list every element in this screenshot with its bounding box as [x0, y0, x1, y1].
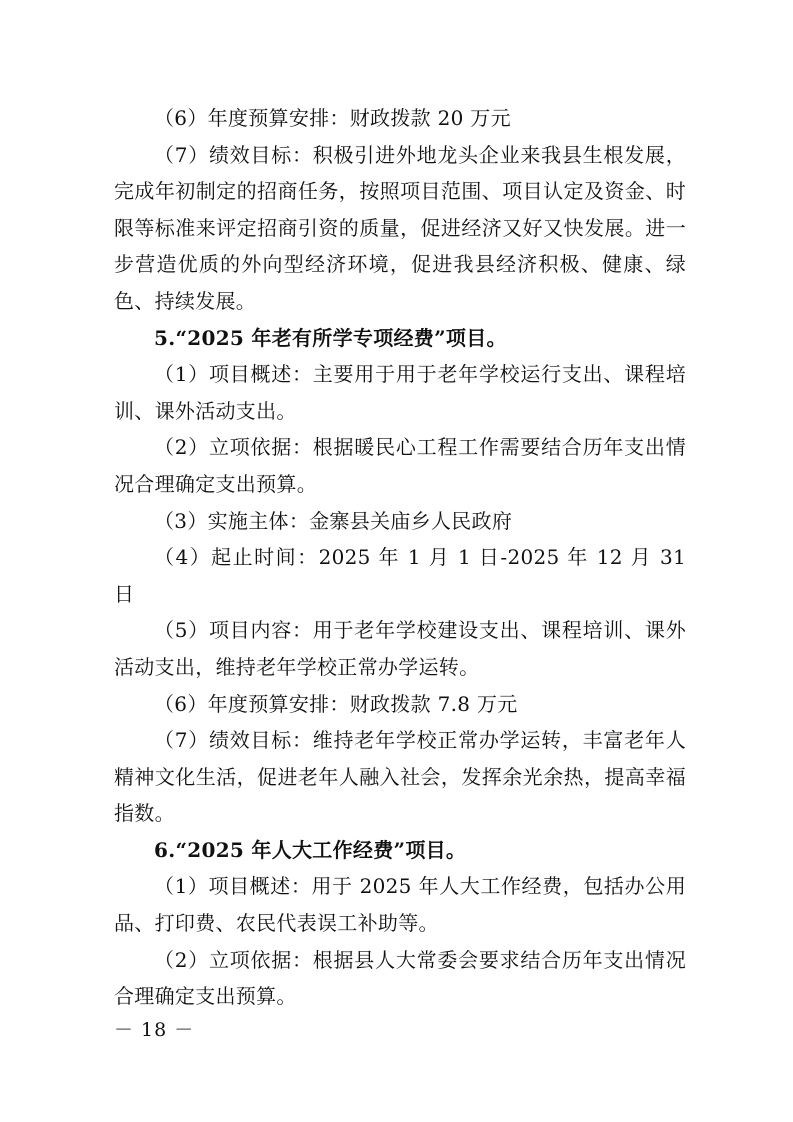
section-heading-6: 6.“2025 年人大工作经费”项目。 [154, 837, 467, 862]
paragraph-content-5: （5）项目内容：用于老年学校建设支出、课程培训、课外活动支出，维持老年学校正常办学运转。 [114, 618, 686, 679]
paragraph-performance-goal-4: （7）绩效目标：积极引进外地龙头企业来我县生根发展，完成年初制定的招商任务，按照项目范围、项目认定及资金、时限等标准来评定招商引资的质量，促进经济又好又快发展。进一步营造优质的外向型经济环境，促进我县经济积极、健康、绿色、持续发展。 [114, 142, 686, 313]
document-body [114, 100, 686, 1015]
section-heading-5: 5.“2025 年老有所学专项经费”项目。 [154, 325, 507, 350]
paragraph-budget-arrangement-4: （6）年度预算安排：财政拨款 20 万元 [154, 106, 511, 130]
paragraph-performance-goal-5: （7）绩效目标：维持老年学校正常办学运转，丰富老年人精神文化生活，促进老年人融入社会，发挥余光余热，提高幸福指数。 [114, 728, 686, 826]
paragraph-implementer-5: （3）实施主体：金寨县关庙乡人民政府 [154, 508, 513, 533]
paragraph-period-5: （4）起止时间：2025 年 1 月 1 日-2025 年 12 月 31 日 [114, 545, 686, 606]
paragraph-basis-6: （2）立项依据：根据县人大常委会要求结合历年支出情况合理确定支出预算。 [114, 947, 686, 1009]
paragraph-budget-arrangement-5: （6）年度预算安排：财政拨款 7.8 万元 [154, 691, 518, 716]
paragraph-overview-6: （1）项目概述：用于 2025 年人大工作经费，包括办公用品、打印费、农民代表误工补助等。 [114, 874, 686, 936]
paragraph-basis-5: （2）立项依据：根据暖民心工程工作需要结合历年支出情况合理确定支出预算。 [114, 435, 686, 496]
page-number: － 18 － [114, 1019, 195, 1041]
paragraph-overview-5: （1）项目概述：主要用于用于老年学校运行支出、课程培训、课外活动支出。 [114, 362, 686, 423]
